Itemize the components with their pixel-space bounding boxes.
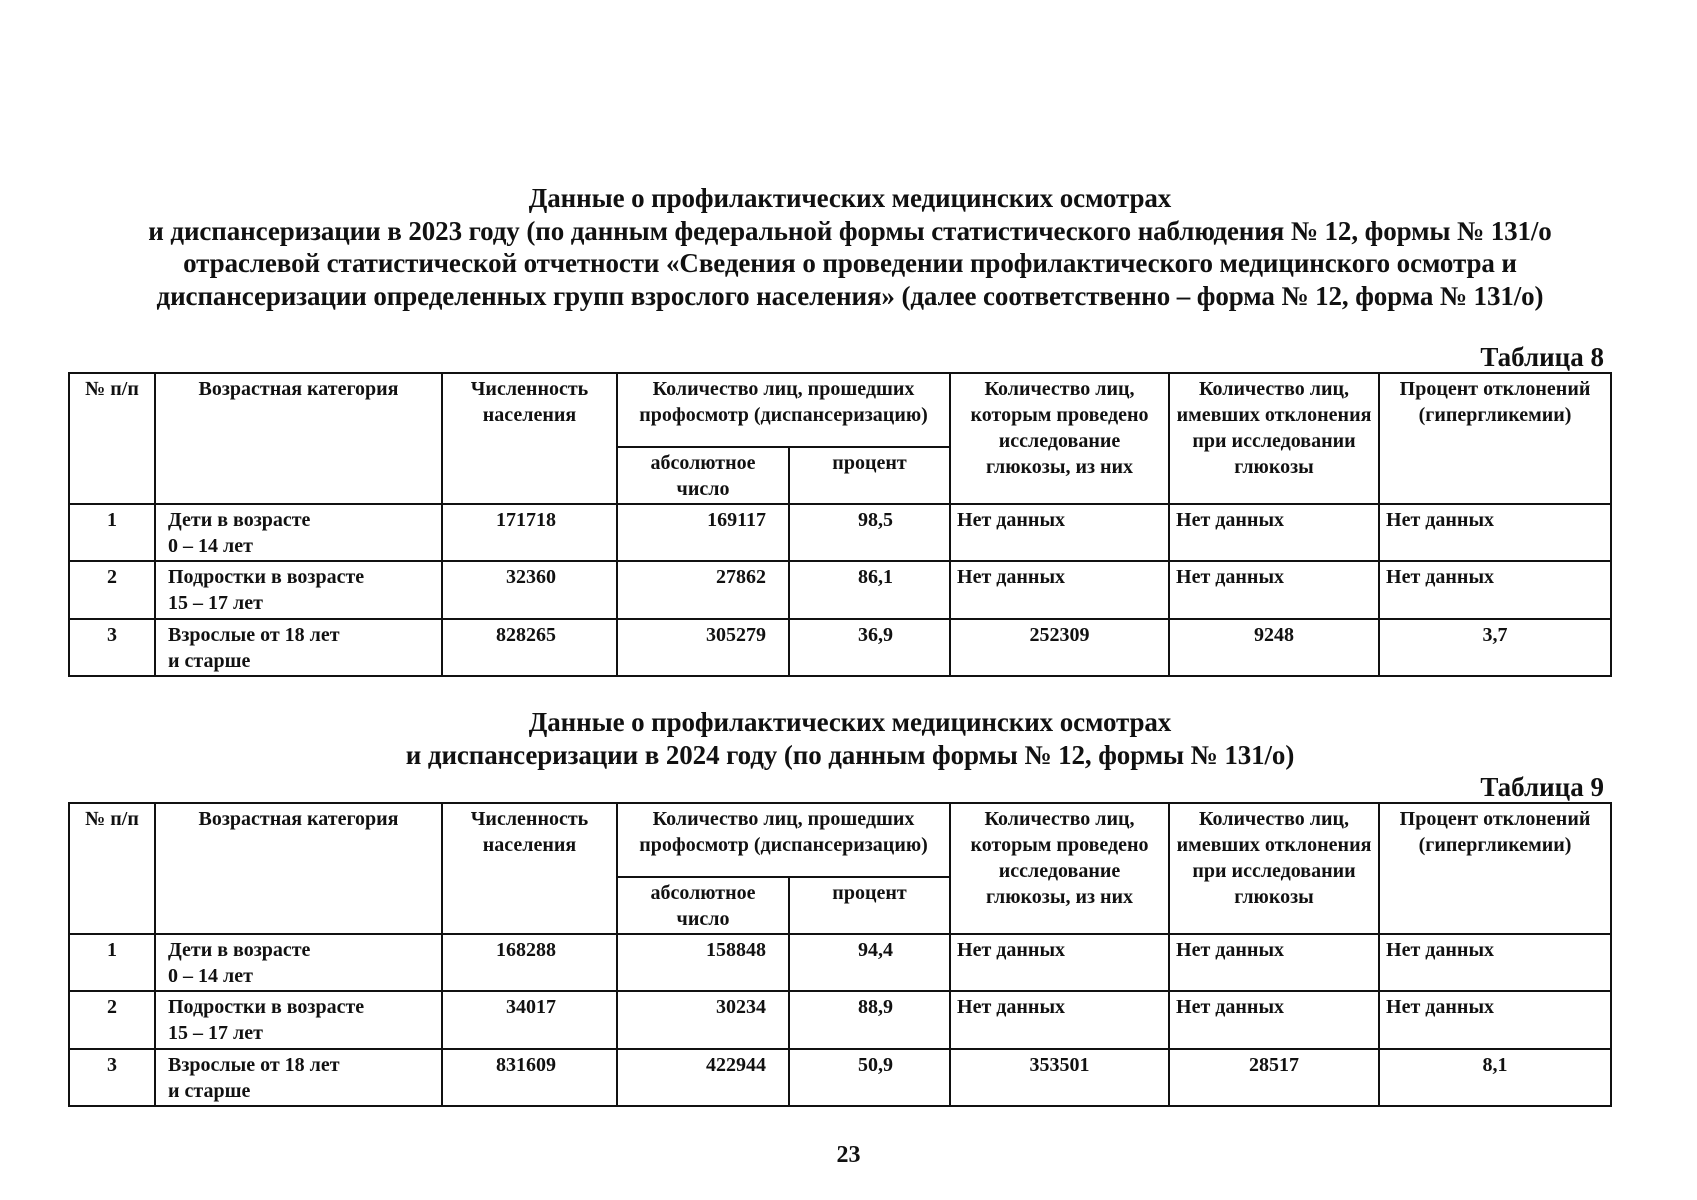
age-line: Взрослые от 18 лет [168,1054,340,1076]
table9-label: Таблица 9 [1480,772,1604,802]
cell-pct: 94,4 [789,934,950,991]
header-passed: Количество лиц, прошедших профосмотр (диспансеризацию) [617,803,950,877]
table8-title [60,182,1640,312]
cell-percent-dev: Нет данных [1379,934,1611,991]
header-glucose: Количество лиц, которым проведено исследование глюкозы, из них [950,803,1169,934]
age-line: 15 – 17 лет [168,1022,263,1044]
cell-abs: 422944 [617,1049,789,1106]
table8-title-line: диспансеризации определенных групп взрослого населения» (далее соответственно – форма № 12, форма № 131/о) [156,280,1544,311]
age-line: 0 – 14 лет [168,965,253,987]
cell-population: 32360 [442,561,617,619]
age-line: Подростки в возрасте [168,996,365,1018]
cell-glucose: 252309 [950,619,1169,676]
cell-glucose: Нет данных [950,934,1169,991]
cell-abs: 305279 [617,619,789,676]
cell-abs: 27862 [617,561,789,619]
cell-population: 34017 [442,991,617,1049]
cell-abs: 158848 [617,934,789,991]
table-row [69,1049,1611,1106]
cell-deviations: Нет данных [1169,504,1379,561]
cell-pct: 98,5 [789,504,950,561]
cell-num: 2 [69,991,155,1049]
cell-deviations: 9248 [1169,619,1379,676]
header-age: Возрастная категория [155,803,442,934]
cell-glucose: Нет данных [950,504,1169,561]
cell-percent-dev: Нет данных [1379,504,1611,561]
cell-glucose: 353501 [950,1049,1169,1106]
table9-title [60,706,1640,771]
cell-num: 3 [69,619,155,676]
header-abs: абсолютное число [617,447,789,504]
table8-title-line: отраслевой статистической отчетности «Сведения о проведении профилактического медицинского осмотра и [183,248,1517,278]
cell-deviations: 28517 [1169,1049,1379,1106]
cell-age [155,1049,442,1106]
cell-age [155,504,442,561]
table-row [69,561,1611,619]
table8-title-line: и диспансеризации в 2023 году (по данным федеральной формы статистического наблюдения № 12, формы № 131/о [148,215,1552,246]
header-population: Численность населения [442,373,617,504]
header-num: № п/п [69,373,155,504]
age-line: 15 – 17 лет [168,592,263,614]
cell-glucose: Нет данных [950,561,1169,619]
cell-pct: 86,1 [789,561,950,619]
header-percent-dev: Процент отклонений (гипергликемии) [1379,803,1611,934]
header-pct: процент [789,877,950,934]
header-glucose: Количество лиц, которым проведено исследование глюкозы, из них [950,373,1169,504]
cell-percent-dev: Нет данных [1379,991,1611,1049]
cell-pct: 50,9 [789,1049,950,1106]
age-line: и старше [168,1080,251,1102]
cell-age [155,619,442,676]
cell-age [155,991,442,1049]
cell-age [155,934,442,991]
cell-population: 831609 [442,1049,617,1106]
age-line: 0 – 14 лет [168,535,253,557]
cell-pct: 88,9 [789,991,950,1049]
cell-glucose: Нет данных [950,991,1169,1049]
cell-population: 828265 [442,619,617,676]
header-percent-dev: Процент отклонений (гипергликемии) [1379,373,1611,504]
age-line: и старше [168,650,251,672]
table9-title-line: Данные о профилактических медицинских осмотрах [528,707,1172,737]
cell-percent-dev: 3,7 [1379,619,1611,676]
table-row [69,934,1611,991]
header-passed: Количество лиц, прошедших профосмотр (диспансеризацию) [617,373,950,447]
age-line: Взрослые от 18 лет [168,624,340,646]
header-population: Численность населения [442,803,617,934]
cell-num: 1 [69,504,155,561]
age-line: Подростки в возрасте [168,566,365,588]
age-line: Дети в возрасте [168,939,311,961]
table-row [69,991,1611,1049]
cell-num: 1 [69,934,155,991]
table8-title-line: Данные о профилактических медицинских осмотрах [528,183,1172,213]
header-num: № п/п [69,803,155,934]
cell-percent-dev: Нет данных [1379,561,1611,619]
header-deviations: Количество лиц, имевших отклонения при исследовании глюкозы [1169,803,1379,934]
cell-deviations: Нет данных [1169,934,1379,991]
age-line: Дети в возрасте [168,509,311,531]
table-row [69,504,1611,561]
table8 [68,372,1612,677]
cell-population: 171718 [442,504,617,561]
table9 [68,802,1612,1107]
cell-deviations: Нет данных [1169,991,1379,1049]
page-number: 23 [836,1142,861,1168]
header-abs: абсолютное число [617,877,789,934]
table-row [69,619,1611,676]
cell-population: 168288 [442,934,617,991]
cell-abs: 30234 [617,991,789,1049]
cell-pct: 36,9 [789,619,950,676]
header-pct: процент [789,447,950,504]
table8-label: Таблица 8 [1480,342,1604,372]
cell-age [155,561,442,619]
cell-abs: 169117 [617,504,789,561]
header-age: Возрастная категория [155,373,442,504]
header-deviations: Количество лиц, имевших отклонения при исследовании глюкозы [1169,373,1379,504]
cell-percent-dev: 8,1 [1379,1049,1611,1106]
table9-title-line: и диспансеризации в 2024 году (по данным формы № 12, формы № 131/о) [405,739,1295,770]
cell-num: 3 [69,1049,155,1106]
cell-num: 2 [69,561,155,619]
cell-deviations: Нет данных [1169,561,1379,619]
